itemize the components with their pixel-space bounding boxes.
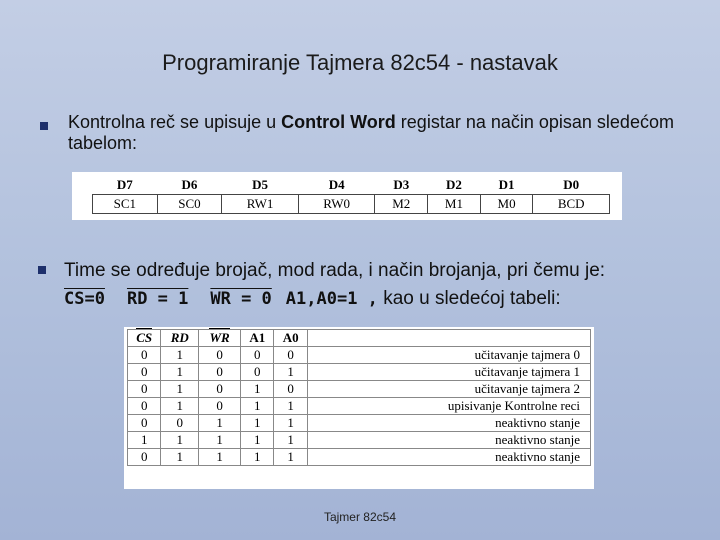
- mode-value-cell: 0: [199, 398, 241, 415]
- control-word-header-cell: D2: [445, 177, 462, 192]
- mode-value-cell: 0: [199, 364, 241, 381]
- mode-value-cell: 1: [274, 449, 307, 466]
- control-word-header-cell: D7: [116, 177, 133, 192]
- bullet-text-2: [64, 257, 704, 313]
- mode-value-cell: 1: [161, 398, 199, 415]
- control-word-table: [72, 172, 622, 220]
- mode-table-header-label: CS: [136, 330, 153, 345]
- mode-table-header-label: A1: [249, 330, 266, 345]
- mode-value-cell: 1: [161, 432, 199, 449]
- mode-table-row: [128, 415, 591, 432]
- mode-value-cell: 1: [241, 432, 274, 449]
- control-word-value-row: [93, 195, 610, 214]
- rd-condition: RD = 1: [126, 289, 189, 309]
- mode-description-cell: upisivanje Kontrolne reci: [307, 398, 590, 415]
- bullet2-line2: [64, 285, 704, 313]
- bullet2-tail: kao u sledećoj tabeli:: [377, 288, 561, 309]
- mode-value-cell: 0: [128, 398, 161, 415]
- bullet2-line1: Time se određuje brojač, mod rada, i način brojanja, pri čemu je:: [64, 260, 606, 281]
- mode-description-cell: učitavanje tajmera 2: [307, 381, 590, 398]
- mode-table-row: [128, 432, 591, 449]
- slide-footer: Tajmer 82c54: [323, 510, 397, 524]
- mode-table-header-cell: [161, 330, 199, 347]
- mode-value-cell: 1: [274, 398, 307, 415]
- mode-value-cell: 0: [128, 364, 161, 381]
- bullet-marker-1: [40, 122, 48, 130]
- mode-value-cell: 1: [274, 415, 307, 432]
- mode-table-row: [128, 398, 591, 415]
- mode-table-header-cell: [307, 330, 590, 347]
- mode-table-body: [128, 347, 591, 466]
- control-word-value-cell: M0: [480, 195, 533, 214]
- mode-table-row: [128, 381, 591, 398]
- control-word-header-cell: D1: [498, 177, 515, 192]
- mode-value-cell: 1: [274, 364, 307, 381]
- control-word-value-cell: SC1: [93, 195, 158, 214]
- mode-value-cell: 1: [241, 398, 274, 415]
- control-word-header-cell: D4: [328, 177, 345, 192]
- mode-value-cell: 1: [128, 432, 161, 449]
- mode-value-cell: 0: [128, 381, 161, 398]
- mode-value-cell: 0: [241, 347, 274, 364]
- mode-description-cell: neaktivno stanje: [307, 449, 590, 466]
- control-word-value-cell: RW0: [298, 195, 375, 214]
- mode-value-cell: 0: [274, 347, 307, 364]
- mode-value-cell: 0: [199, 381, 241, 398]
- mode-table-header-cell: [128, 330, 161, 347]
- control-word-header-cell: D3: [393, 177, 410, 192]
- control-word-value-cell: RW1: [222, 195, 299, 214]
- mode-table-row: [128, 364, 591, 381]
- slide-title: Programiranje Tajmera 82c54 - nastavak: [162, 50, 558, 75]
- control-word-value-cell: BCD: [533, 195, 610, 214]
- cs-condition: CS=0: [64, 289, 105, 309]
- mode-table-row: [128, 449, 591, 466]
- mode-value-cell: 1: [161, 449, 199, 466]
- control-word-value-cell: M1: [428, 195, 481, 214]
- bullet-marker-2: [38, 266, 46, 274]
- address-condition: A1,A0=1 ,: [285, 289, 378, 309]
- control-word-value-cell: M2: [375, 195, 428, 214]
- mode-value-cell: 0: [161, 415, 199, 432]
- mode-value-cell: 0: [128, 415, 161, 432]
- mode-value-cell: 1: [199, 449, 241, 466]
- control-word-header-cell: D0: [563, 177, 580, 192]
- mode-value-cell: 1: [161, 347, 199, 364]
- mode-table-header-row: [128, 330, 591, 347]
- mode-value-cell: 0: [274, 381, 307, 398]
- mode-table-header-cell: [241, 330, 274, 347]
- mode-value-cell: 0: [128, 347, 161, 364]
- mode-value-cell: 1: [274, 432, 307, 449]
- mode-table-header-cell: [199, 330, 241, 347]
- mode-description-cell: neaktivno stanje: [307, 432, 590, 449]
- control-word-header-cell: D5: [252, 177, 269, 192]
- wr-condition: WR = 0: [210, 289, 272, 309]
- mode-description-cell: učitavanje tajmera 1: [307, 364, 590, 381]
- mode-table-header-label: A0: [282, 330, 299, 345]
- mode-table-header-label: RD: [170, 330, 189, 345]
- bullet1-text-before: Kontrolna reč se upisuje u: [68, 112, 282, 132]
- mode-table-header-label: WR: [209, 330, 230, 345]
- mode-value-cell: 1: [161, 381, 199, 398]
- bullet1-text-after: registar na način opisan sledećom tabelom:: [68, 112, 674, 153]
- mode-value-cell: 1: [161, 364, 199, 381]
- mode-value-cell: 1: [241, 449, 274, 466]
- mode-description-cell: učitavanje tajmera 0: [307, 347, 590, 364]
- mode-table: [124, 327, 594, 489]
- bullet-text-1: [68, 112, 688, 154]
- mode-value-cell: 1: [199, 415, 241, 432]
- control-word-header-row: [93, 176, 610, 195]
- mode-value-cell: 0: [241, 364, 274, 381]
- mode-value-cell: 1: [241, 381, 274, 398]
- control-word-value-cell: SC0: [157, 195, 222, 214]
- mode-description-cell: neaktivno stanje: [307, 415, 590, 432]
- mode-table-row: [128, 347, 591, 364]
- control-word-header-cell: D6: [181, 177, 198, 192]
- mode-value-cell: 0: [199, 347, 241, 364]
- mode-value-cell: 0: [128, 449, 161, 466]
- bullet1-bold-term: Control Word: [281, 112, 396, 132]
- mode-table-header-cell: [274, 330, 307, 347]
- mode-value-cell: 1: [241, 415, 274, 432]
- mode-value-cell: 1: [199, 432, 241, 449]
